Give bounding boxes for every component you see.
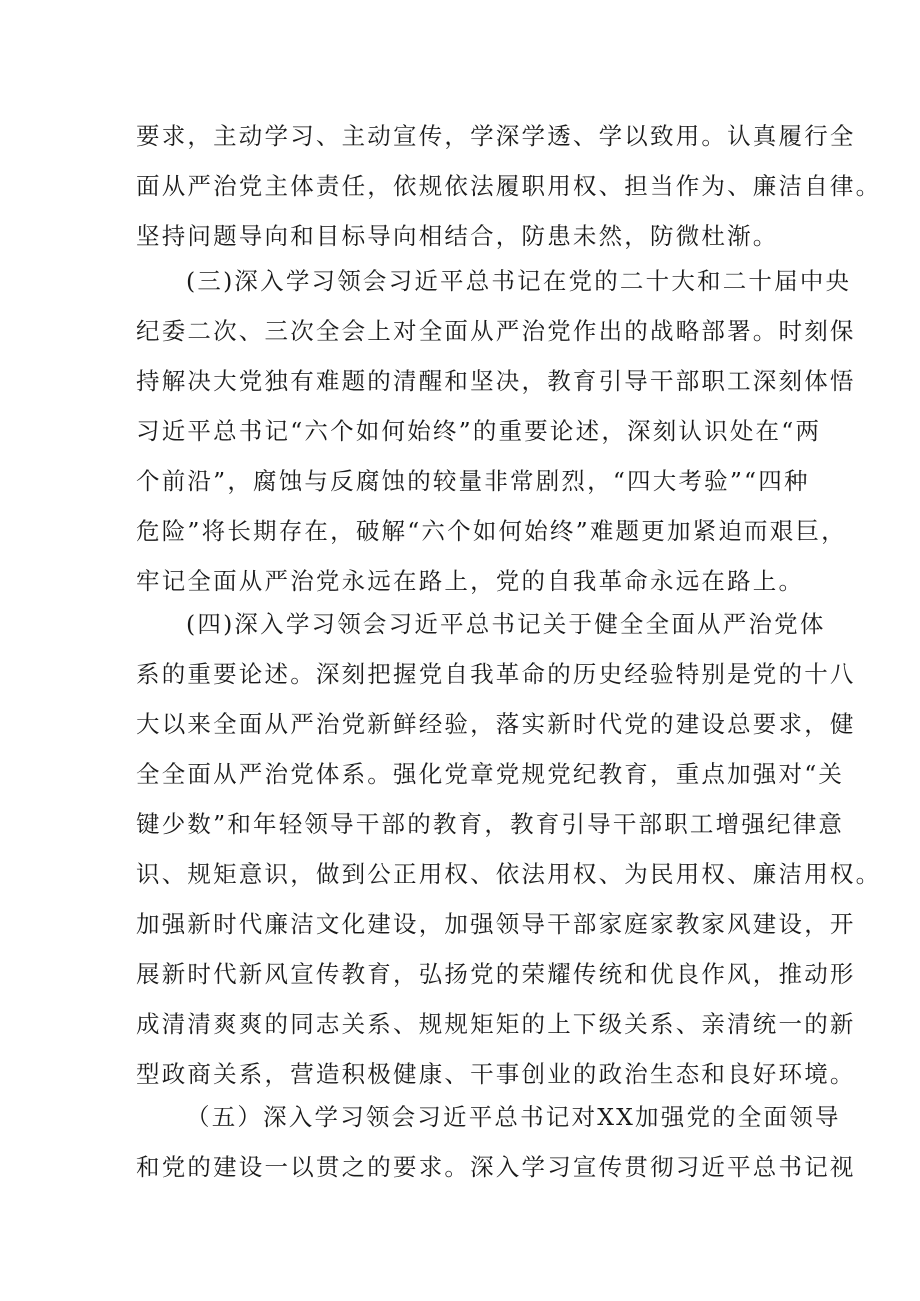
text-line: 持解决大党独有难题的清醒和坚决，教育引导干部职工深刻体悟	[136, 367, 856, 395]
section-heading-5: （五）深入学习领会习近平总书记对XX加强党的全面领导	[186, 1103, 841, 1131]
text-line: 展新时代新风宣传教育，弘扬党的荣耀传统和优良作风，推动形	[136, 960, 856, 988]
text-line: 个前沿”，腐蚀与反腐蚀的较量非常剧烈，“四大考验”“四种	[136, 467, 810, 495]
text-line: 坚持问题导向和目标导向相结合，防患未然，防微杜渐。	[136, 222, 779, 250]
text-line: 要求，主动学习、主动宣传，学深学透、学以致用。认真履行全	[136, 122, 856, 150]
text-line: 系的重要论述。深刻把握党自我革命的历史经验特别是党的十八	[136, 660, 856, 688]
text-line: 加强新时代廉洁文化建设，加强领导干部家庭家教家风建设，开	[136, 910, 856, 938]
section-heading-3: (三)深入学习领会习近平总书记在党的二十大和二十届中央	[186, 267, 852, 295]
text-line: 危险”将长期存在，破解“六个如何始终”难题更加紧迫而艰巨，	[136, 517, 847, 545]
text-line: 大以来全面从严治党新鲜经验，落实新时代党的建设总要求，健	[136, 710, 856, 738]
section-heading-4: (四)深入学习领会习近平总书记关于健全全面从严治党体	[186, 610, 826, 638]
text-line: 和党的建设一以贯之的要求。深入学习宣传贯彻习近平总书记视	[136, 1153, 856, 1181]
text-line: 牢记全面从严治党永远在路上，党的自我革命永远在路上。	[136, 567, 805, 595]
text-line: 全全面从严治党体系。强化党章党规党纪教育，重点加强对“关	[136, 760, 845, 788]
text-line: 面从严治党主体责任，依规依法履职用权、担当作为、廉洁自律。	[136, 172, 882, 200]
text-line: 识、规矩意识，做到公正用权、依法用权、为民用权、廉洁用权。	[136, 860, 882, 888]
text-line: 型政商关系，营造积极健康、干事创业的政治生态和良好环境。	[136, 1060, 856, 1088]
text-line: 成清清爽爽的同志关系、规规矩矩的上下级关系、亲清统一的新	[136, 1010, 856, 1038]
text-line: 习近平总书记“六个如何始终”的重要论述，深刻认识处在“两	[136, 417, 822, 445]
text-line: 键少数”和年轻领导干部的教育，教育引导干部职工增强纪律意	[136, 810, 845, 838]
text-line: 纪委二次、三次全会上对全面从严治党作出的战略部署。时刻保	[136, 317, 856, 345]
